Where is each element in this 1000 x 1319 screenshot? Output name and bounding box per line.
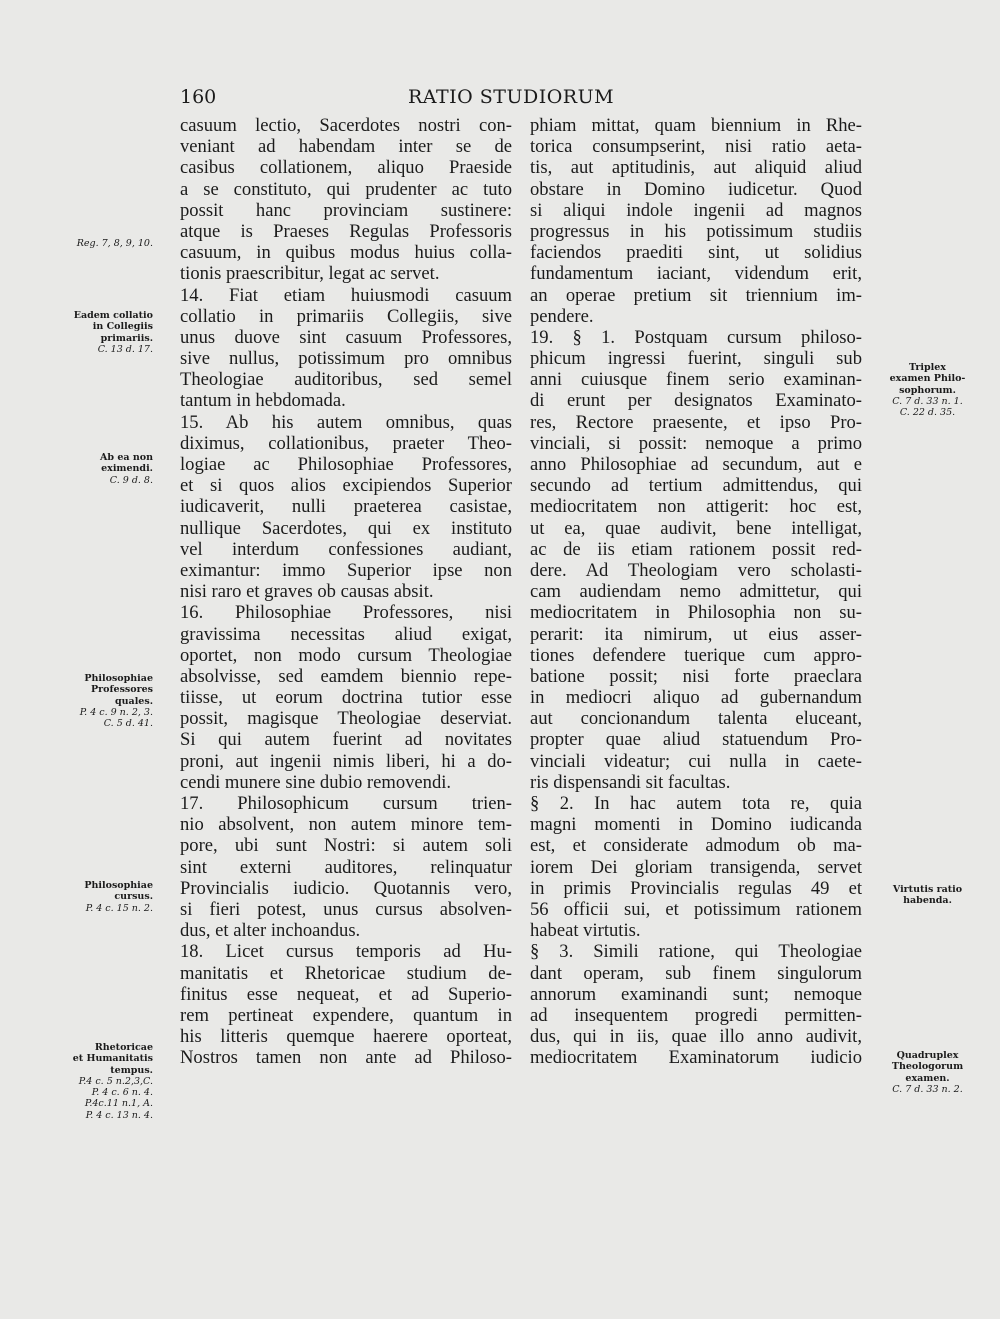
text-line: in primis Provincialis regulas 49 et	[530, 877, 862, 899]
margin-label: Philosophiae	[84, 880, 153, 891]
text-line: ris dispensandi sit facultas.	[530, 771, 731, 793]
text-line: 15. Ab his autem omnibus, quas	[180, 411, 512, 433]
margin-reference: C. 7 d. 33 n. 2.	[892, 1083, 963, 1095]
text-line: veniant ad habendam inter se de	[180, 136, 512, 158]
text-line: obstare in Domino iudicetur. Quod	[530, 178, 862, 200]
text-line: iudicaverit, nulli praeterea casistae,	[180, 496, 512, 518]
text-line: ut ea, quae audivit, bene intelligat,	[530, 517, 862, 539]
margin-note-philosophiae-cursus	[58, 880, 153, 914]
margin-label: Virtutis ratio	[892, 884, 963, 895]
text-line: dant operam, sub finem singulorum	[530, 962, 862, 984]
margin-label: Philosophiae	[84, 673, 153, 684]
text-line: casibus collationem, aliquo Praeside	[180, 157, 512, 179]
text-line: est, et considerate admodum ob ma-	[530, 835, 862, 857]
text-line: Si qui autem fuerint ad novitates	[180, 729, 512, 751]
text-line: si aliqui indole ingenii ad magnos	[530, 199, 862, 221]
text-line: nio absolvent, non autem minore tem-	[180, 814, 512, 836]
text-line: anno Philosophiae ad secundum, aut e	[530, 454, 862, 475]
margin-reference: C. 7 d. 33 n. 1.	[892, 395, 963, 407]
margin-label: sophorum.	[899, 384, 956, 396]
text-line: 14. Fiat etiam huiusmodi casuum	[180, 284, 512, 306]
text-line: di erunt per designatos Examinato-	[530, 390, 862, 412]
text-line: a se constituto, qui prudenter ac tuto	[180, 178, 512, 200]
text-line: casuum lectio, Sacerdotes nostri con-	[180, 115, 512, 136]
text-line: anni cuiusque finem serio examinan-	[530, 369, 862, 391]
text-line: tionis praescribitur, legat ac servet.	[180, 263, 440, 285]
margin-note-quadruplex-examen	[875, 1050, 980, 1095]
text-line: collatio in primariis Collegiis, sive	[180, 305, 512, 327]
text-line: pore, ubi sunt Nostri: si autem soli	[180, 835, 512, 857]
margin-label: Professores	[90, 684, 153, 696]
text-line: magni momenti in Domino iudicanda	[530, 814, 862, 836]
page-number: 160	[180, 86, 217, 108]
margin-reference: C. 22 d. 35.	[899, 407, 956, 419]
margin-label: primariis.	[100, 332, 153, 344]
text-line: mediocritatem Examinatorum iudicio	[530, 1047, 862, 1069]
text-line: possit hanc provinciam sustinere:	[180, 199, 512, 221]
margin-label: examen Philo-	[889, 373, 966, 385]
text-line: finitus esse nequeat, et ad Superio-	[180, 983, 512, 1005]
text-line: rem pertineat expendere, quantum in	[180, 1004, 512, 1026]
text-line: sive nullus, potissimum pro omnibus	[180, 348, 512, 370]
margin-label: Ab ea non	[100, 452, 153, 463]
margin-reference: C. 9 d. 8.	[109, 474, 153, 486]
text-line: gravissima necessitas aliud exigat,	[180, 623, 512, 645]
text-line: Theologiae auditoribus, sed semel	[180, 369, 512, 391]
text-line: eximantur: immo Superior ipse non	[180, 559, 512, 581]
text-line: cendi munere sine dubio removendi.	[180, 771, 452, 793]
margin-label: cursus.	[114, 891, 153, 903]
margin-reference: C. 5 d. 41.	[103, 718, 153, 730]
margin-label: Eadem collatio	[73, 310, 153, 321]
text-line: 16. Philosophiae Professores, nisi	[180, 602, 512, 624]
text-line: faciendos praediti sint, ut solidius	[530, 242, 862, 264]
margin-reference: P.4 c. 5 n.2,3,C.	[78, 1075, 153, 1087]
margin-reference: P. 4 c. 9 n. 2, 3.	[79, 706, 153, 718]
text-line: et si quos alios excipiendos Superior	[180, 475, 512, 497]
right-text-column	[530, 115, 862, 1068]
text-line: an operae pretium sit triennium im-	[530, 284, 862, 306]
text-line: progressus in his potissimum studiis	[530, 220, 862, 242]
text-line: aut concionandum talenta eluceant,	[530, 708, 862, 730]
margin-label: Quadruplex	[896, 1050, 959, 1061]
text-line: vinciali videatur; cui nulla in caete-	[530, 750, 862, 772]
text-line: phicum ingressi fuerint, singuli sub	[530, 348, 862, 370]
text-line: annorum examinandi sunt; nemoque	[530, 983, 862, 1005]
text-line: § 3. Simili ratione, qui Theologiae	[530, 941, 862, 963]
text-line: mediocritatem in Philosophia non su-	[530, 602, 862, 624]
page-header	[0, 86, 1000, 112]
text-line: his litteris quemque haerere oporteat,	[180, 1026, 512, 1048]
text-line: oportet, non modo cursum Theologiae	[180, 644, 512, 666]
margin-reference: P. 4 c. 13 n. 4.	[85, 1109, 153, 1121]
margin-label: in Collegiis	[92, 321, 153, 333]
text-line: tiisse, ut eorum doctrina tutior esse	[180, 687, 512, 709]
text-line: phiam mittat, quam biennium in Rhe-	[530, 115, 862, 136]
margin-reference: P.4c.11 n.1, A.	[84, 1098, 153, 1110]
margin-note-philosophiae-professores	[58, 673, 153, 729]
margin-label: Triplex	[909, 362, 946, 373]
text-line: tiones defendere tuerique cum appro-	[530, 644, 862, 666]
text-line: logiae ac Philosophiae Professores,	[180, 454, 512, 475]
text-line: atque is Praeses Regulas Professoris	[180, 220, 512, 242]
margin-label: tempus.	[110, 1064, 153, 1076]
margin-label: Theologorum	[891, 1061, 964, 1073]
text-line: in mediocri aliquo ad gubernandum	[530, 687, 862, 709]
margin-note-triplex-examen	[875, 362, 980, 418]
text-line: dere. Ad Theologiam vero scholasti-	[530, 559, 862, 581]
text-line: § 2. In hac autem tota re, quia	[530, 793, 862, 814]
text-line: mediocritatem non attigerit: hoc est,	[530, 496, 862, 518]
margin-reference: P. 4 c. 15 n. 2.	[85, 902, 153, 914]
margin-label: et Humanitatis	[72, 1053, 153, 1065]
text-line: Provincialis iudicio. Quotannis vero,	[180, 877, 512, 899]
text-line: ad insequentem progredi permitten-	[530, 1004, 862, 1026]
text-line: absolvisse, sed eamdem biennio repe-	[180, 665, 512, 687]
text-line: perarit: ita nimirum, ut eius asser-	[530, 623, 862, 645]
text-line: si fieri potest, unus cursus absolven-	[180, 898, 512, 920]
margin-note-rhetoricae	[58, 1042, 153, 1121]
text-line: nisi raro et graves ob causas absit.	[180, 581, 434, 603]
text-line: 18. Licet cursus temporis ad Hu-	[180, 941, 512, 963]
margin-reference: P. 4 c. 6 n. 4.	[91, 1087, 153, 1099]
text-line: 19. § 1. Postquam cursum philoso-	[530, 326, 862, 348]
text-line: tis, aut aptitudinis, aut aliquid aliud	[530, 157, 862, 179]
text-line: Nostros tamen non ante ad Philoso-	[180, 1047, 512, 1069]
text-line: torica consumpserint, nisi ratio aeta-	[530, 136, 862, 158]
text-line: 17. Philosophicum cursum trien-	[180, 793, 512, 814]
margin-note-virtutis-ratio	[875, 884, 980, 907]
margin-note-ab-ea-non	[58, 452, 153, 486]
text-line: ac de iis etiam rationem possit red-	[530, 538, 862, 560]
left-text-column	[180, 115, 512, 1068]
margin-label: habenda.	[903, 895, 952, 907]
margin-label: examen.	[905, 1072, 950, 1084]
text-line: dus, qui in iis, quae illo anno audivit,	[530, 1026, 862, 1048]
text-line: res, Rectore praesente, et ipso Pro-	[530, 411, 862, 433]
text-line: secundo ad tertium admittendus, qui	[530, 475, 862, 497]
margin-note-eadem-collatio	[58, 310, 153, 355]
text-line: casuum, in quibus modus huius colla-	[180, 242, 512, 264]
text-line: proni, aut ingenii nimis liberi, hi a do-	[180, 750, 512, 772]
text-line: vinciali, si possit: nemoque a primo	[530, 432, 862, 454]
text-line: batione possit; nisi forte praeclara	[530, 665, 862, 687]
text-line: vel interdum confessiones audiant,	[180, 538, 512, 560]
text-line: possit, magisque Theologiae deserviat.	[180, 708, 512, 730]
text-line: dus, et alter inchoandus.	[180, 920, 361, 942]
margin-label: eximendi.	[101, 463, 153, 475]
text-line: tantum in hebdomada.	[180, 390, 346, 412]
margin-label: quales.	[114, 695, 153, 707]
text-line: cam audiendam nemo admittetur, qui	[530, 581, 862, 603]
text-line: nullique Sacerdotes, qui ex instituto	[180, 517, 512, 539]
text-line: sint externi auditores, relinquatur	[180, 856, 512, 878]
text-line: fundamentum iaciant, videndum erit,	[530, 263, 862, 285]
margin-reference: C. 13 d. 17.	[97, 343, 153, 355]
margin-label: Rhetoricae	[94, 1042, 153, 1053]
margin-reference: Reg. 7, 8, 9, 10.	[76, 238, 153, 249]
text-line: 56 officii sui, et potissimum rationem	[530, 898, 862, 920]
margin-note-regulae	[58, 238, 153, 249]
running-title: RATIO STUDIORUM	[408, 86, 615, 108]
text-line: unus duove sint casuum Professores,	[180, 326, 512, 348]
text-line: propter quae aliud statuendum Pro-	[530, 729, 862, 751]
text-line: diximus, collationibus, praeter Theo-	[180, 432, 512, 454]
text-line: manitatis et Rhetoricae studium de-	[180, 962, 512, 984]
text-line: iorem Dei gloriam transigenda, servet	[530, 856, 862, 878]
text-line: habeat virtutis.	[530, 920, 641, 942]
text-line: pendere.	[530, 305, 594, 327]
